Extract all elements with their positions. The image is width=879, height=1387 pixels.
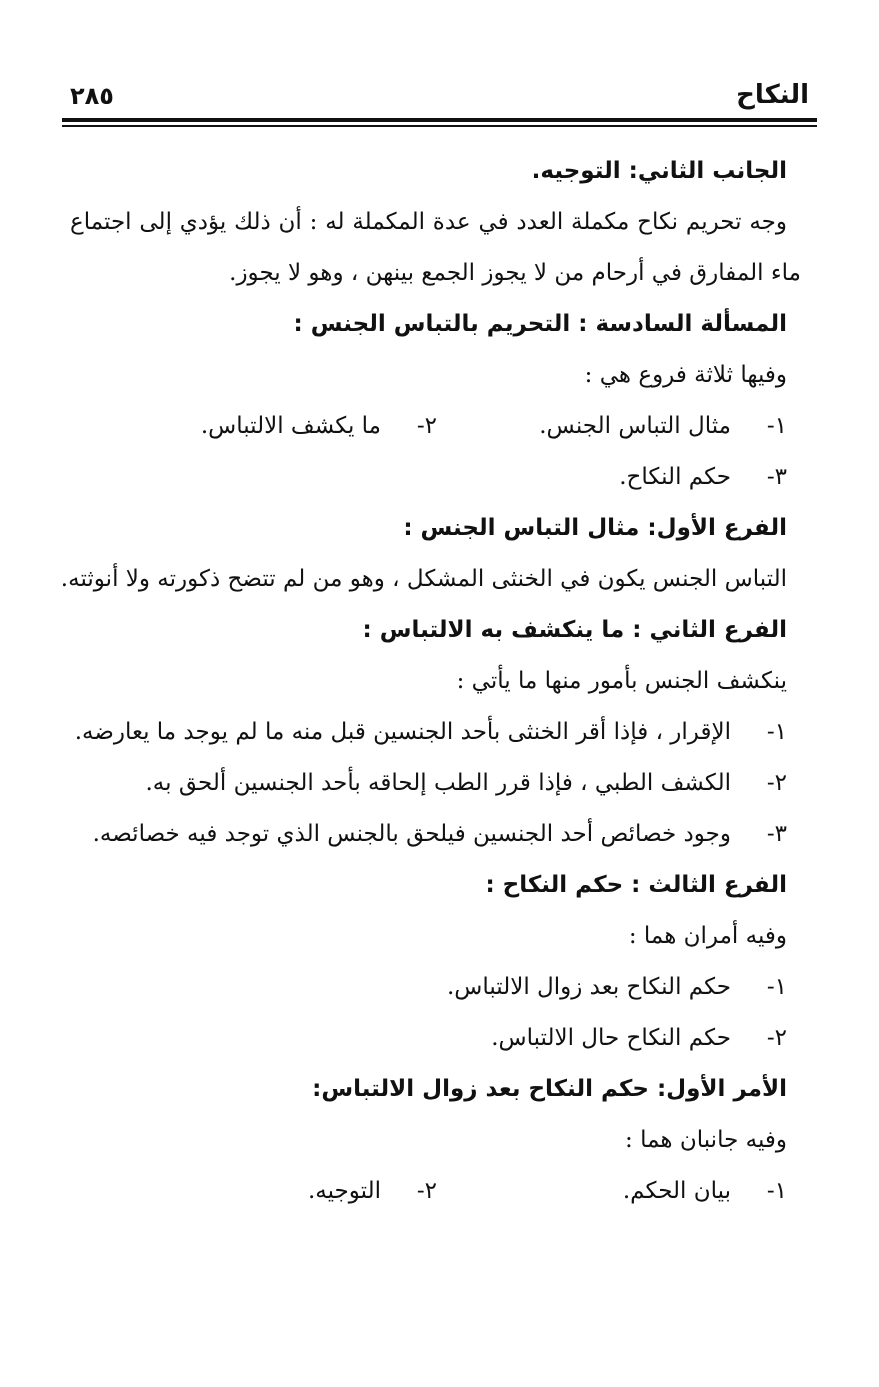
intro-line: ينكشف الجنس بأمور منها ما يأتي :	[456, 668, 787, 694]
paragraph-line: ماء المفارق في أرحام من لا يجوز الجمع بينهن ، وهو لا يجوز.	[229, 260, 801, 286]
list-text: الكشف الطبي ، فإذا قرر الطب إلحاقه بأحد الجنسين ألحق به.	[145, 770, 731, 796]
list-number: ٣-	[766, 464, 787, 490]
list-text: حكم النكاح.	[619, 464, 731, 490]
list-number: ٢-	[766, 770, 787, 796]
intro-line: وفيه جانبان هما :	[625, 1127, 787, 1153]
list-item	[70, 962, 787, 1013]
branch-heading: الفرع الأول: مثال التباس الجنس :	[403, 515, 787, 541]
list-row	[70, 1166, 787, 1217]
list-text: مثال التباس الجنس.	[539, 413, 731, 439]
list-item	[70, 809, 787, 860]
page-body	[60, 146, 801, 1217]
list-number: ١-	[766, 1178, 787, 1204]
matter-heading: الأمر الأول: حكم النكاح بعد زوال الالتباس:	[312, 1076, 787, 1102]
list-item	[437, 1166, 787, 1217]
list-text: حكم النكاح حال الالتباس.	[491, 1025, 731, 1051]
paragraph-line: وجه تحريم نكاح مكملة العدد في عدة المكملة له : أن ذلك يؤدي إلى اجتماع	[70, 209, 787, 235]
list-text: ما يكشف الالتباس.	[200, 413, 381, 439]
list-row	[70, 401, 787, 452]
list-item	[70, 1013, 787, 1064]
list-text: التوجيه.	[307, 1178, 381, 1204]
header-rule-thick	[62, 118, 817, 122]
header-rule-thin	[62, 125, 817, 127]
running-header	[62, 76, 817, 116]
list-number: ١-	[766, 974, 787, 1000]
intro-line: وفيها ثلاثة فروع هي :	[584, 362, 787, 388]
list-number: ٢-	[766, 1025, 787, 1051]
intro-line: وفيه أمران هما :	[628, 923, 787, 949]
list-text: الإقرار ، فإذا أقر الخنثى بأحد الجنسين قبل منه ما لم يوجد ما يعارضه.	[74, 719, 731, 745]
header-title: النكاح	[736, 80, 809, 110]
list-number: ١-	[766, 413, 787, 439]
list-number: ٢-	[416, 413, 437, 439]
list-item	[70, 707, 787, 758]
list-item	[437, 401, 787, 452]
list-number: ١-	[766, 719, 787, 745]
list-item	[70, 452, 787, 503]
list-item	[87, 1166, 437, 1217]
paragraph-line: التباس الجنس يكون في الخنثى المشكل ، وهو من لم تتضح ذكورته ولا أنوثته.	[60, 566, 787, 592]
list-number: ٣-	[766, 821, 787, 847]
branch-heading: الفرع الثالث : حكم النكاح :	[485, 872, 787, 898]
section-heading: الجانب الثاني: التوجيه.	[531, 158, 787, 184]
list-item	[87, 401, 437, 452]
list-text: وجود خصائص أحد الجنسين فيلحق بالجنس الذي توجد فيه خصائصه.	[92, 821, 731, 847]
page-number: ٢٨٥	[70, 82, 114, 110]
issue-heading: المسألة السادسة : التحريم بالتباس الجنس :	[293, 311, 787, 337]
list-text: حكم النكاح بعد زوال الالتباس.	[446, 974, 731, 1000]
list-item	[70, 758, 787, 809]
branch-heading: الفرع الثاني : ما ينكشف به الالتباس :	[362, 617, 787, 643]
list-number: ٢-	[416, 1178, 437, 1204]
list-text: بيان الحكم.	[622, 1178, 731, 1204]
